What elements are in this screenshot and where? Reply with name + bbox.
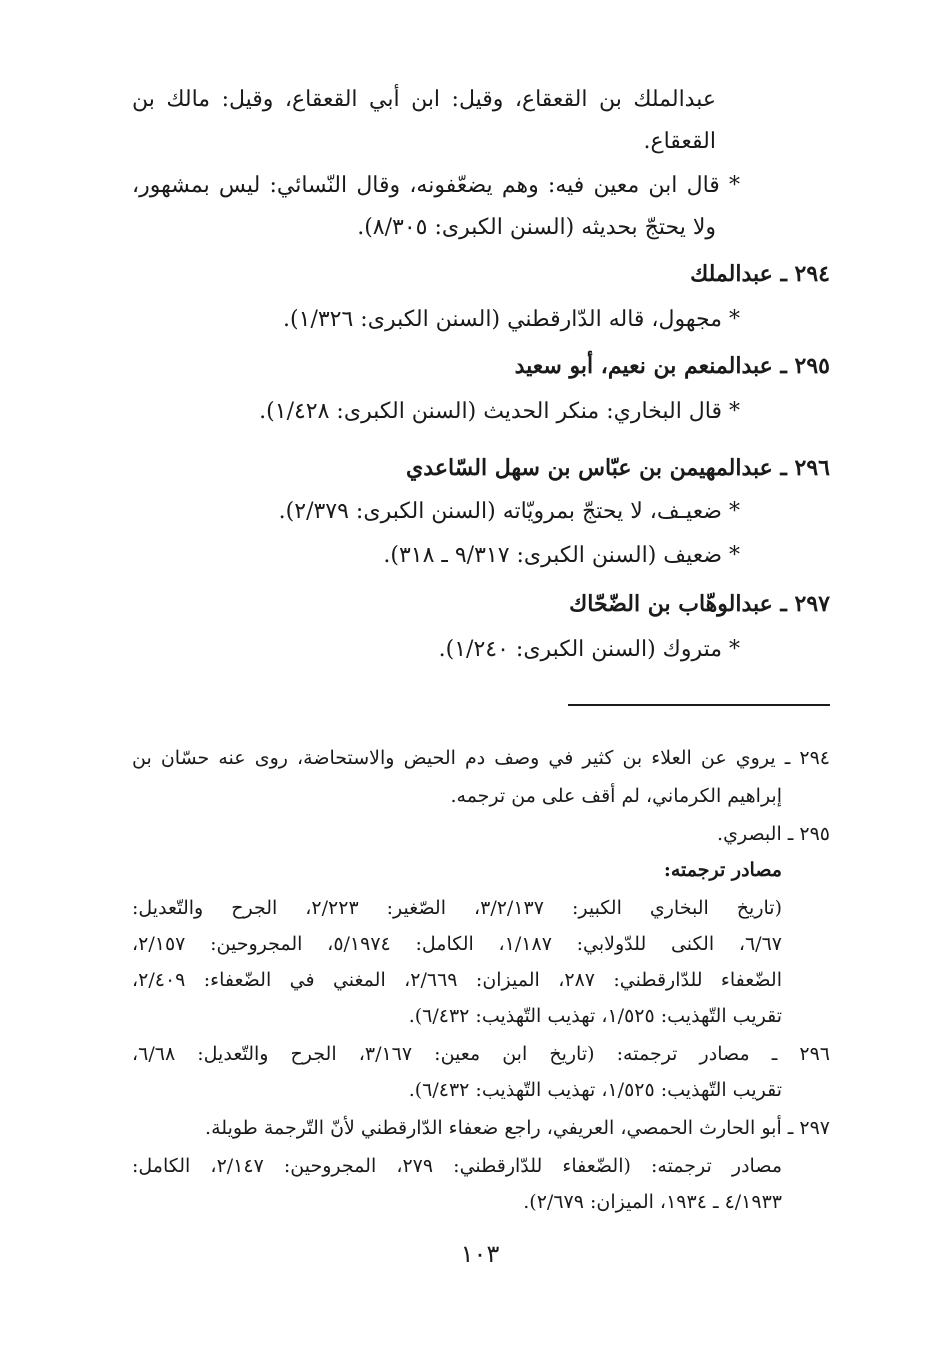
text-line: * ضعيف (السنن الكبرى: ٩/٣١٧ ـ ٣١٨). — [383, 543, 740, 568]
text-line: القعقاع. — [643, 129, 716, 154]
footnote-line: ٢٩٦ ـ مصادر ترجمته: (تاريخ ابن معين: ٣/١٦٧، الجرح والتّعديل: ٦/٦٨، — [132, 1043, 830, 1065]
text-line: * قال البخاري: منكر الحديث (السنن الكبرى: ١/٤٢٨). — [259, 399, 740, 424]
text-line: * متروك (السنن الكبرى: ١/٢٤٠). — [438, 637, 740, 662]
entry-heading-294: ٢٩٤ ـ عبدالملك — [690, 261, 830, 287]
text-line: * ضعيـف، لا يحتجّ بمرويّاته (السنن الكبرى: ٢/٣٧٩). — [278, 499, 740, 524]
footnote-line: ٢٩٤ ـ يروي عن العلاء بن كثير في وصف دم الحيض والاستحاضة، روى عنه حسّان بن — [132, 747, 830, 769]
footnote-line: إبراهيم الكرماني، لم أقف على من ترجمه. — [450, 785, 782, 807]
text-line: * قال ابن معين فيه: وهم يضعّفونه، وقال النّسائي: ليس بمشهور، — [132, 173, 740, 198]
entry-heading-296: ٢٩٦ ـ عبدالمهيمن بن عبّاس بن سهل السّاعدي — [406, 455, 830, 481]
footnote-line: ٢٩٥ ـ البصري. — [717, 823, 830, 845]
entry-heading-297: ٢٩٧ ـ عبدالوهّاب بن الضّحّاك — [569, 591, 830, 617]
footnote-line: مصادر ترجمته: (الضّعفاء للدّارقطني: ٢٧٩، المجروحين: ٢/١٤٧، الكامل: — [132, 1155, 782, 1177]
text-line: ولا يحتجّ بحديثه (السنن الكبرى: ٨/٣٠٥). — [357, 215, 716, 240]
footnote-sources-label: مصادر ترجمته: — [663, 859, 782, 881]
footnote-line: ٦/٦٧، الكنى للدّولابي: ١/١٨٧، الكامل: ٥/١٩٧٤، المجروحين: ٢/١٥٧، — [132, 933, 782, 955]
entry-heading-295: ٢٩٥ ـ عبدالمنعم بن نعيم، أبو سعيد — [514, 353, 830, 379]
footnote-line: تقريب التّهذيب: ١/٥٢٥، تهذيب التّهذيب: ٦/٤٣٢). — [408, 1079, 782, 1101]
footnote-line: (تاريخ البخاري الكبير: ٣/٢/١٣٧، الصّغير: ٢/٢٢٣، الجرح والتّعديل: — [132, 897, 782, 919]
footnote-line: تقريب التّهذيب: ١/٥٢٥، تهذيب التّهذيب: ٦/٤٣٢). — [408, 1005, 782, 1027]
text-line: عبدالملك بن القعقاع، وقيل: ابن أبي القعقاع، وقيل: مالك بن — [132, 87, 716, 112]
footnote-line: الضّعفاء للدّارقطني: ٢٨٧، الميزان: ٢/٦٦٩، المغني في الضّعفاء: ٢/٤٠٩، — [132, 969, 782, 991]
footnote-line: ٢٩٧ ـ أبو الحارث الحمصي، العريفي، راجع ضعفاء الدّارقطني لأنّ التّرجمة طويلة. — [205, 1117, 830, 1139]
footnote-separator — [568, 704, 830, 706]
footnote-line: ٤/١٩٣٣ ـ ١٩٣٤، الميزان: ٢/٦٧٩). — [523, 1191, 782, 1213]
page-number: ١٠٣ — [460, 1240, 500, 1268]
text-line: * مجهول، قاله الدّارقطني (السنن الكبرى: ١/٣٢٦). — [283, 307, 740, 332]
